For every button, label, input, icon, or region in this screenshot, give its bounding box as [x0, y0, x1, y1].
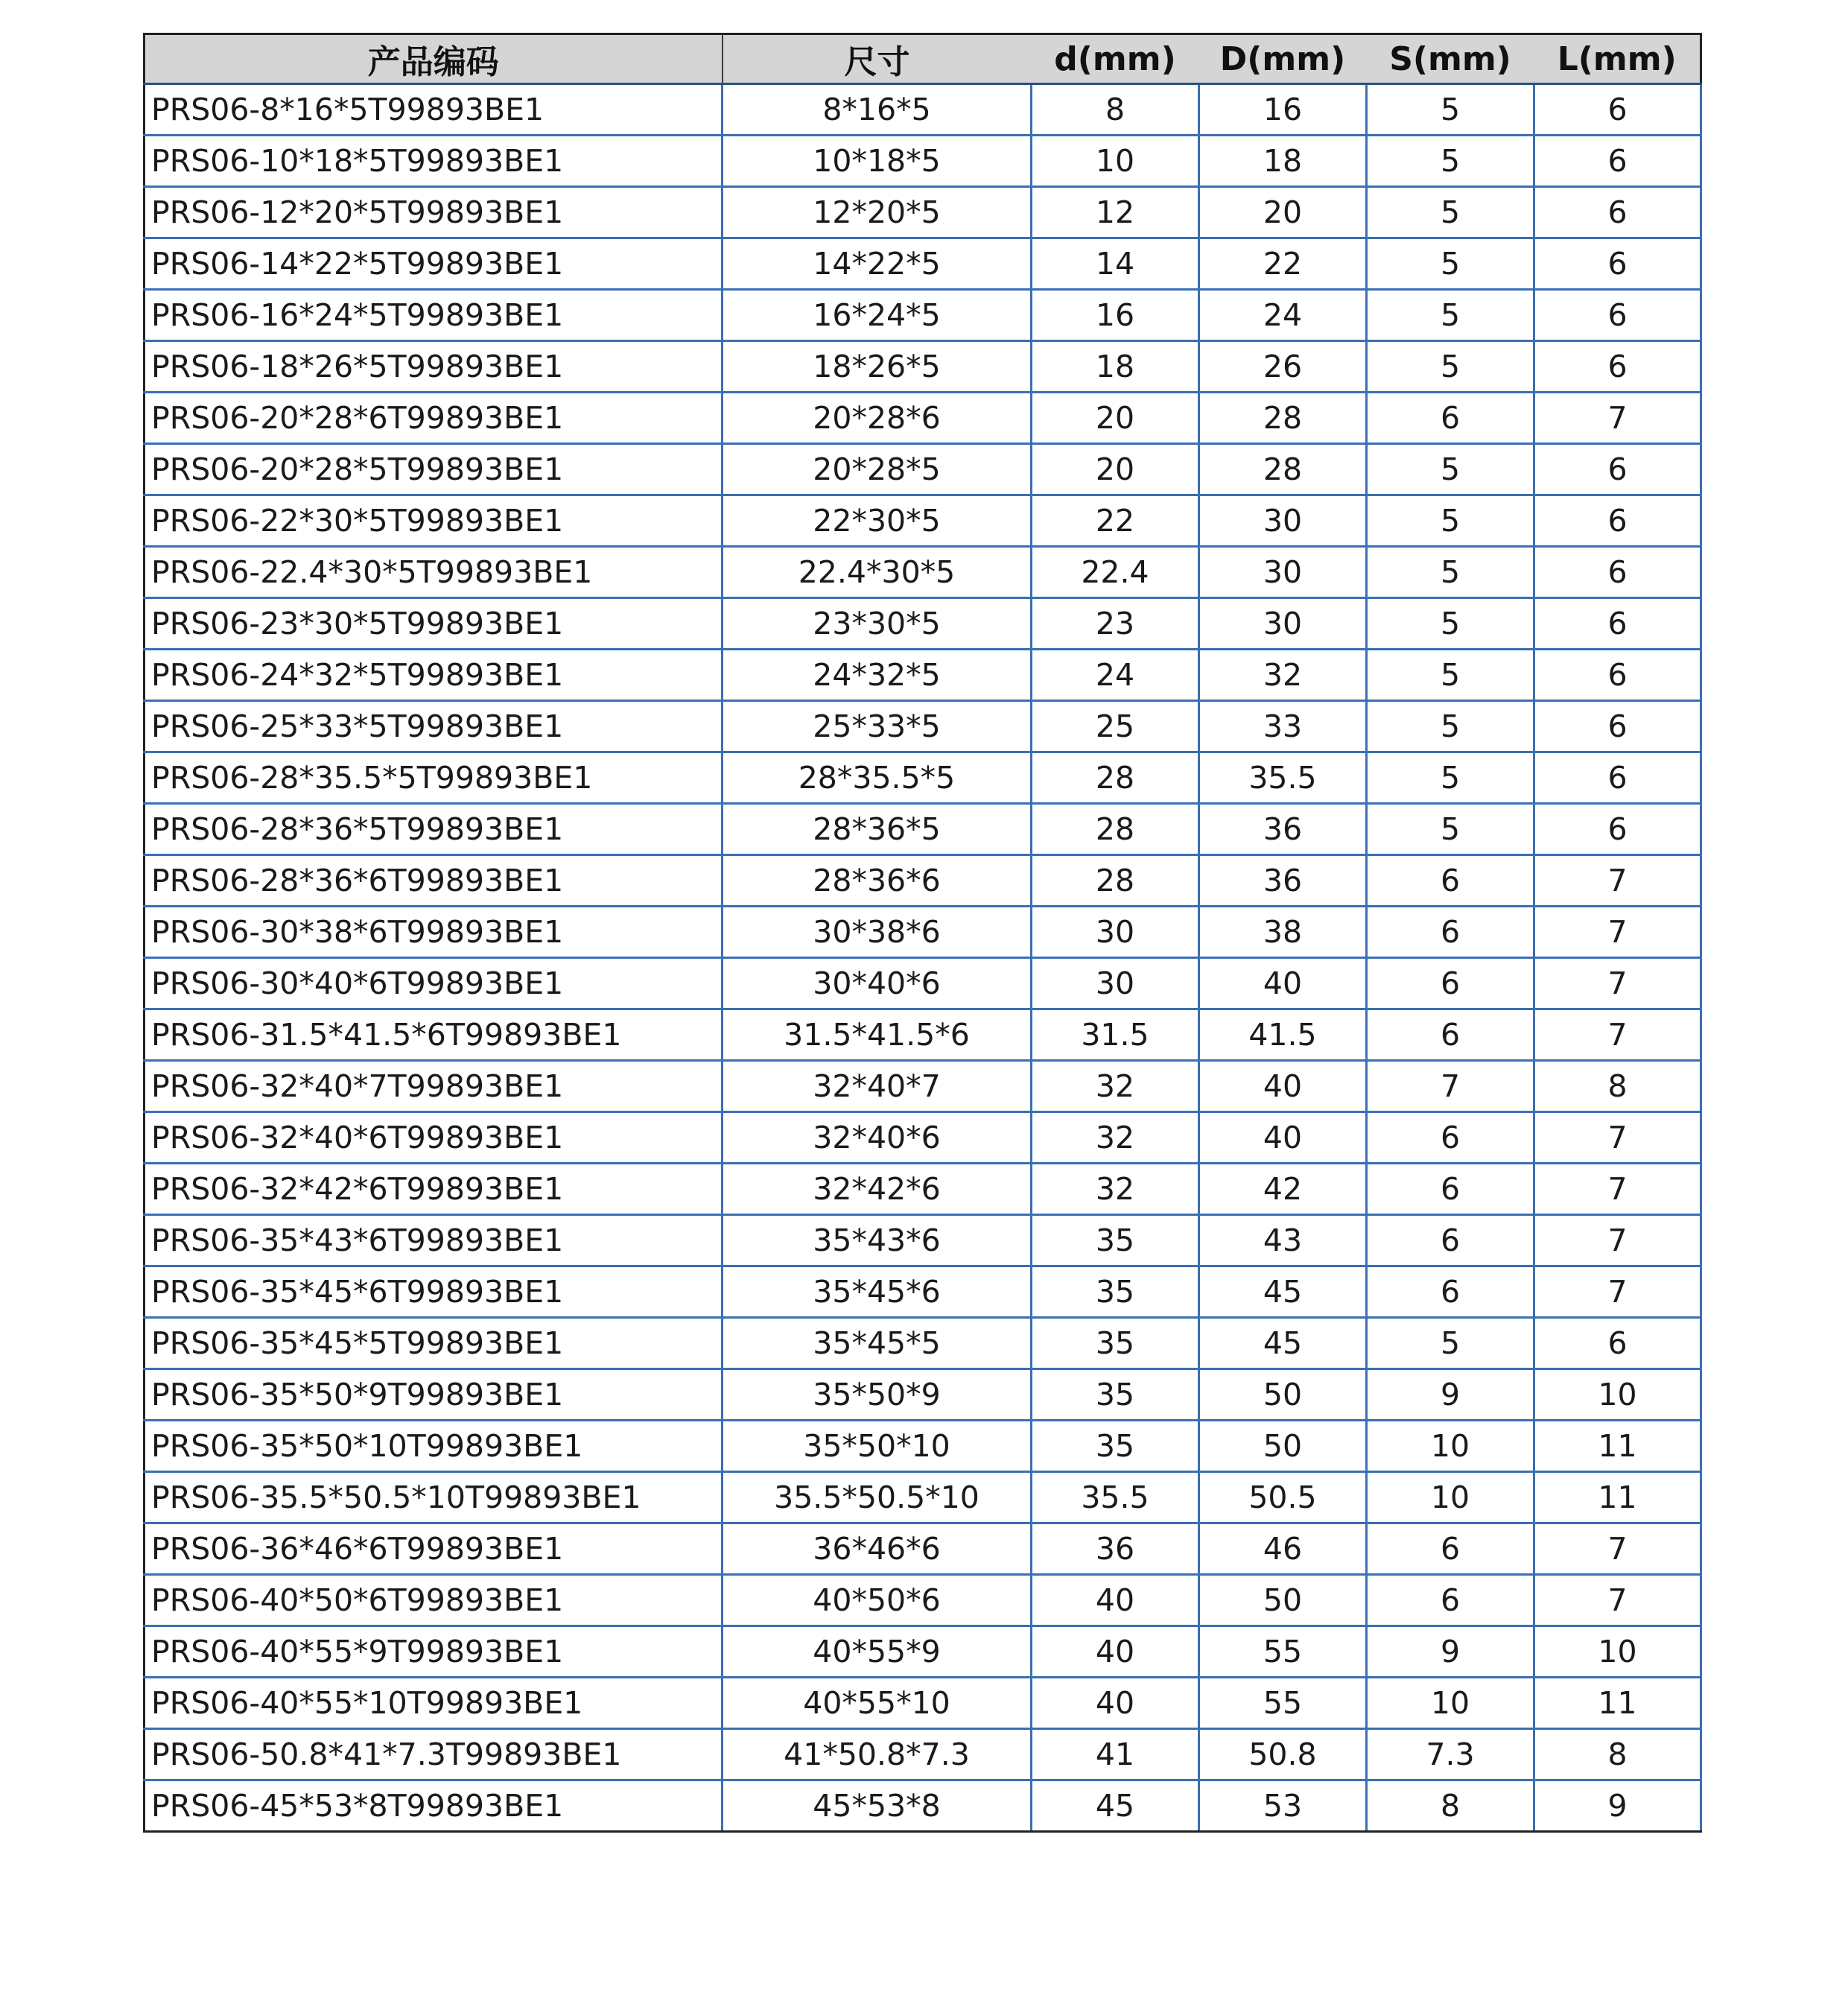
cell-d: 32 [1032, 1061, 1199, 1112]
cell-d: 36 [1032, 1523, 1199, 1575]
cell-d: 35 [1032, 1369, 1199, 1421]
cell-s: 6 [1367, 1164, 1534, 1215]
cell-product-code: PRS06-35*45*5T99893BE1 [145, 1318, 723, 1369]
cell-d: 35 [1032, 1266, 1199, 1318]
cell-product-code: PRS06-40*55*9T99893BE1 [145, 1626, 723, 1678]
cell-outer-d: 36 [1199, 804, 1367, 855]
cell-size: 20*28*5 [723, 444, 1032, 495]
cell-outer-d: 50 [1199, 1421, 1367, 1472]
cell-outer-d: 38 [1199, 907, 1367, 958]
cell-l: 10 [1534, 1369, 1701, 1421]
cell-product-code: PRS06-35*43*6T99893BE1 [145, 1215, 723, 1266]
table-row [145, 1575, 1701, 1626]
cell-d: 30 [1032, 907, 1199, 958]
cell-l: 11 [1534, 1472, 1701, 1523]
cell-d: 16 [1032, 290, 1199, 341]
cell-outer-d: 53 [1199, 1780, 1367, 1832]
cell-outer-d: 50 [1199, 1369, 1367, 1421]
cell-d: 30 [1032, 958, 1199, 1009]
cell-s: 6 [1367, 393, 1534, 444]
cell-outer-d: 50 [1199, 1575, 1367, 1626]
cell-s: 5 [1367, 650, 1534, 701]
cell-size: 24*32*5 [723, 650, 1032, 701]
cell-product-code: PRS06-32*42*6T99893BE1 [145, 1164, 723, 1215]
cell-size: 28*36*5 [723, 804, 1032, 855]
cell-s: 7.3 [1367, 1729, 1534, 1780]
cell-product-code: PRS06-22.4*30*5T99893BE1 [145, 547, 723, 598]
cell-l: 6 [1534, 1318, 1701, 1369]
cell-l: 6 [1534, 290, 1701, 341]
cell-product-code: PRS06-10*18*5T99893BE1 [145, 136, 723, 187]
cell-d: 40 [1032, 1678, 1199, 1729]
cell-s: 5 [1367, 701, 1534, 752]
product-spec-table [143, 33, 1702, 1833]
cell-product-code: PRS06-24*32*5T99893BE1 [145, 650, 723, 701]
cell-l: 6 [1534, 187, 1701, 238]
cell-outer-d: 55 [1199, 1626, 1367, 1678]
cell-l: 10 [1534, 1626, 1701, 1678]
table-row [145, 290, 1701, 341]
table-row [145, 547, 1701, 598]
table-row [145, 1215, 1701, 1266]
cell-size: 25*33*5 [723, 701, 1032, 752]
cell-product-code: PRS06-35*45*6T99893BE1 [145, 1266, 723, 1318]
cell-size: 20*28*6 [723, 393, 1032, 444]
table-row [145, 650, 1701, 701]
cell-d: 24 [1032, 650, 1199, 701]
cell-s: 9 [1367, 1369, 1534, 1421]
cell-product-code: PRS06-35*50*9T99893BE1 [145, 1369, 723, 1421]
cell-product-code: PRS06-28*35.5*5T99893BE1 [145, 752, 723, 804]
table-row [145, 1266, 1701, 1318]
cell-l: 9 [1534, 1780, 1701, 1832]
cell-size: 35*43*6 [723, 1215, 1032, 1266]
cell-size: 10*18*5 [723, 136, 1032, 187]
cell-l: 11 [1534, 1421, 1701, 1472]
cell-outer-d: 24 [1199, 290, 1367, 341]
cell-l: 6 [1534, 547, 1701, 598]
cell-l: 6 [1534, 495, 1701, 547]
cell-product-code: PRS06-28*36*5T99893BE1 [145, 804, 723, 855]
cell-size: 30*40*6 [723, 958, 1032, 1009]
cell-size: 22.4*30*5 [723, 547, 1032, 598]
cell-outer-d: 18 [1199, 136, 1367, 187]
cell-d: 14 [1032, 238, 1199, 290]
cell-product-code: PRS06-14*22*5T99893BE1 [145, 238, 723, 290]
cell-d: 41 [1032, 1729, 1199, 1780]
cell-d: 10 [1032, 136, 1199, 187]
cell-l: 7 [1534, 1575, 1701, 1626]
cell-outer-d: 40 [1199, 958, 1367, 1009]
table-row [145, 752, 1701, 804]
cell-outer-d: 46 [1199, 1523, 1367, 1575]
cell-d: 40 [1032, 1626, 1199, 1678]
cell-d: 32 [1032, 1112, 1199, 1164]
cell-l: 7 [1534, 1215, 1701, 1266]
cell-outer-d: 45 [1199, 1266, 1367, 1318]
cell-s: 6 [1367, 907, 1534, 958]
header-product-code: 产品编码 [145, 34, 723, 84]
cell-size: 32*42*6 [723, 1164, 1032, 1215]
cell-outer-d: 42 [1199, 1164, 1367, 1215]
cell-outer-d: 28 [1199, 393, 1367, 444]
cell-outer-d: 22 [1199, 238, 1367, 290]
cell-d: 40 [1032, 1575, 1199, 1626]
cell-size: 18*26*5 [723, 341, 1032, 393]
cell-s: 6 [1367, 1009, 1534, 1061]
table-row [145, 1472, 1701, 1523]
cell-l: 6 [1534, 752, 1701, 804]
table-row [145, 136, 1701, 187]
cell-s: 7 [1367, 1061, 1534, 1112]
table-row [145, 701, 1701, 752]
cell-product-code: PRS06-31.5*41.5*6T99893BE1 [145, 1009, 723, 1061]
cell-d: 35 [1032, 1215, 1199, 1266]
cell-s: 5 [1367, 804, 1534, 855]
cell-s: 6 [1367, 1575, 1534, 1626]
cell-size: 28*35.5*5 [723, 752, 1032, 804]
cell-s: 6 [1367, 1523, 1534, 1575]
header-s-mm: S(mm) [1367, 34, 1534, 84]
cell-d: 35 [1032, 1421, 1199, 1472]
cell-size: 14*22*5 [723, 238, 1032, 290]
cell-product-code: PRS06-22*30*5T99893BE1 [145, 495, 723, 547]
cell-d: 28 [1032, 752, 1199, 804]
table-row [145, 1369, 1701, 1421]
cell-s: 5 [1367, 341, 1534, 393]
cell-s: 6 [1367, 1112, 1534, 1164]
cell-size: 30*38*6 [723, 907, 1032, 958]
cell-d: 18 [1032, 341, 1199, 393]
table-row [145, 1523, 1701, 1575]
cell-size: 40*55*9 [723, 1626, 1032, 1678]
table-row [145, 1421, 1701, 1472]
cell-product-code: PRS06-30*40*6T99893BE1 [145, 958, 723, 1009]
cell-product-code: PRS06-12*20*5T99893BE1 [145, 187, 723, 238]
cell-l: 7 [1534, 1164, 1701, 1215]
cell-l: 11 [1534, 1678, 1701, 1729]
cell-d: 45 [1032, 1780, 1199, 1832]
cell-l: 7 [1534, 1112, 1701, 1164]
header-d-mm: d(mm) [1032, 34, 1199, 84]
cell-s: 10 [1367, 1678, 1534, 1729]
header-outer-d-mm: D(mm) [1199, 34, 1367, 84]
cell-d: 22 [1032, 495, 1199, 547]
cell-l: 6 [1534, 804, 1701, 855]
table-row [145, 84, 1701, 136]
table-row [145, 495, 1701, 547]
table-header [145, 34, 1701, 84]
cell-s: 6 [1367, 1215, 1534, 1266]
table-row [145, 1318, 1701, 1369]
cell-size: 16*24*5 [723, 290, 1032, 341]
table-row [145, 1780, 1701, 1832]
table-body [145, 84, 1701, 1832]
cell-d: 28 [1032, 804, 1199, 855]
cell-outer-d: 28 [1199, 444, 1367, 495]
cell-l: 8 [1534, 1729, 1701, 1780]
cell-l: 6 [1534, 650, 1701, 701]
table-row [145, 855, 1701, 907]
cell-d: 22.4 [1032, 547, 1199, 598]
cell-l: 6 [1534, 84, 1701, 136]
cell-l: 7 [1534, 855, 1701, 907]
cell-s: 6 [1367, 958, 1534, 1009]
cell-outer-d: 30 [1199, 598, 1367, 650]
cell-product-code: PRS06-35.5*50.5*10T99893BE1 [145, 1472, 723, 1523]
cell-product-code: PRS06-30*38*6T99893BE1 [145, 907, 723, 958]
cell-outer-d: 36 [1199, 855, 1367, 907]
cell-outer-d: 41.5 [1199, 1009, 1367, 1061]
cell-l: 6 [1534, 701, 1701, 752]
cell-d: 25 [1032, 701, 1199, 752]
table-row [145, 1009, 1701, 1061]
cell-l: 6 [1534, 341, 1701, 393]
cell-outer-d: 43 [1199, 1215, 1367, 1266]
header-row [145, 34, 1701, 84]
cell-product-code: PRS06-23*30*5T99893BE1 [145, 598, 723, 650]
cell-l: 8 [1534, 1061, 1701, 1112]
table-row [145, 958, 1701, 1009]
header-size: 尺寸 [723, 34, 1032, 84]
cell-l: 6 [1534, 238, 1701, 290]
cell-outer-d: 30 [1199, 495, 1367, 547]
cell-s: 5 [1367, 444, 1534, 495]
table-row [145, 238, 1701, 290]
cell-outer-d: 40 [1199, 1061, 1367, 1112]
cell-s: 9 [1367, 1626, 1534, 1678]
table-row [145, 907, 1701, 958]
cell-outer-d: 45 [1199, 1318, 1367, 1369]
cell-s: 5 [1367, 187, 1534, 238]
cell-size: 32*40*6 [723, 1112, 1032, 1164]
cell-product-code: PRS06-18*26*5T99893BE1 [145, 341, 723, 393]
cell-s: 6 [1367, 855, 1534, 907]
cell-s: 5 [1367, 136, 1534, 187]
cell-outer-d: 40 [1199, 1112, 1367, 1164]
cell-size: 40*50*6 [723, 1575, 1032, 1626]
cell-d: 12 [1032, 187, 1199, 238]
cell-product-code: PRS06-45*53*8T99893BE1 [145, 1780, 723, 1832]
cell-product-code: PRS06-35*50*10T99893BE1 [145, 1421, 723, 1472]
cell-l: 7 [1534, 1266, 1701, 1318]
cell-s: 5 [1367, 1318, 1534, 1369]
cell-product-code: PRS06-16*24*5T99893BE1 [145, 290, 723, 341]
cell-outer-d: 55 [1199, 1678, 1367, 1729]
cell-s: 5 [1367, 752, 1534, 804]
cell-size: 35.5*50.5*10 [723, 1472, 1032, 1523]
table-row [145, 1678, 1701, 1729]
cell-d: 23 [1032, 598, 1199, 650]
table-row [145, 804, 1701, 855]
header-l-mm: L(mm) [1534, 34, 1701, 84]
cell-size: 40*55*10 [723, 1678, 1032, 1729]
table-row [145, 598, 1701, 650]
cell-d: 20 [1032, 444, 1199, 495]
table-row [145, 393, 1701, 444]
cell-l: 6 [1534, 136, 1701, 187]
cell-product-code: PRS06-40*50*6T99893BE1 [145, 1575, 723, 1626]
cell-outer-d: 30 [1199, 547, 1367, 598]
cell-product-code: PRS06-40*55*10T99893BE1 [145, 1678, 723, 1729]
cell-product-code: PRS06-36*46*6T99893BE1 [145, 1523, 723, 1575]
cell-d: 35 [1032, 1318, 1199, 1369]
table-row [145, 1164, 1701, 1215]
cell-outer-d: 16 [1199, 84, 1367, 136]
cell-size: 12*20*5 [723, 187, 1032, 238]
cell-product-code: PRS06-28*36*6T99893BE1 [145, 855, 723, 907]
cell-size: 35*50*10 [723, 1421, 1032, 1472]
cell-outer-d: 33 [1199, 701, 1367, 752]
cell-outer-d: 26 [1199, 341, 1367, 393]
cell-s: 5 [1367, 547, 1534, 598]
cell-s: 5 [1367, 238, 1534, 290]
cell-size: 8*16*5 [723, 84, 1032, 136]
cell-s: 10 [1367, 1472, 1534, 1523]
cell-l: 6 [1534, 598, 1701, 650]
cell-d: 28 [1032, 855, 1199, 907]
cell-size: 32*40*7 [723, 1061, 1032, 1112]
cell-product-code: PRS06-20*28*5T99893BE1 [145, 444, 723, 495]
cell-d: 32 [1032, 1164, 1199, 1215]
cell-size: 45*53*8 [723, 1780, 1032, 1832]
cell-d: 20 [1032, 393, 1199, 444]
cell-s: 5 [1367, 290, 1534, 341]
cell-outer-d: 50.8 [1199, 1729, 1367, 1780]
table-row [145, 444, 1701, 495]
cell-s: 5 [1367, 598, 1534, 650]
cell-product-code: PRS06-32*40*7T99893BE1 [145, 1061, 723, 1112]
cell-d: 31.5 [1032, 1009, 1199, 1061]
cell-l: 7 [1534, 907, 1701, 958]
cell-s: 5 [1367, 495, 1534, 547]
cell-size: 22*30*5 [723, 495, 1032, 547]
cell-d: 8 [1032, 84, 1199, 136]
cell-size: 28*36*6 [723, 855, 1032, 907]
cell-size: 31.5*41.5*6 [723, 1009, 1032, 1061]
cell-outer-d: 20 [1199, 187, 1367, 238]
cell-s: 8 [1367, 1780, 1534, 1832]
cell-size: 36*46*6 [723, 1523, 1032, 1575]
cell-s: 5 [1367, 84, 1534, 136]
cell-product-code: PRS06-20*28*6T99893BE1 [145, 393, 723, 444]
cell-l: 7 [1534, 1009, 1701, 1061]
cell-outer-d: 50.5 [1199, 1472, 1367, 1523]
cell-l: 7 [1534, 958, 1701, 1009]
cell-size: 35*45*6 [723, 1266, 1032, 1318]
cell-product-code: PRS06-25*33*5T99893BE1 [145, 701, 723, 752]
table-row [145, 187, 1701, 238]
cell-outer-d: 32 [1199, 650, 1367, 701]
cell-product-code: PRS06-50.8*41*7.3T99893BE1 [145, 1729, 723, 1780]
table-row [145, 1626, 1701, 1678]
cell-size: 35*50*9 [723, 1369, 1032, 1421]
cell-l: 7 [1534, 393, 1701, 444]
cell-d: 35.5 [1032, 1472, 1199, 1523]
cell-outer-d: 35.5 [1199, 752, 1367, 804]
cell-size: 41*50.8*7.3 [723, 1729, 1032, 1780]
table-row [145, 1061, 1701, 1112]
cell-size: 23*30*5 [723, 598, 1032, 650]
table-row [145, 1729, 1701, 1780]
cell-l: 7 [1534, 1523, 1701, 1575]
cell-product-code: PRS06-32*40*6T99893BE1 [145, 1112, 723, 1164]
table-row [145, 341, 1701, 393]
cell-l: 6 [1534, 444, 1701, 495]
cell-product-code: PRS06-8*16*5T99893BE1 [145, 84, 723, 136]
cell-size: 35*45*5 [723, 1318, 1032, 1369]
table-row [145, 1112, 1701, 1164]
cell-s: 6 [1367, 1266, 1534, 1318]
cell-s: 10 [1367, 1421, 1534, 1472]
